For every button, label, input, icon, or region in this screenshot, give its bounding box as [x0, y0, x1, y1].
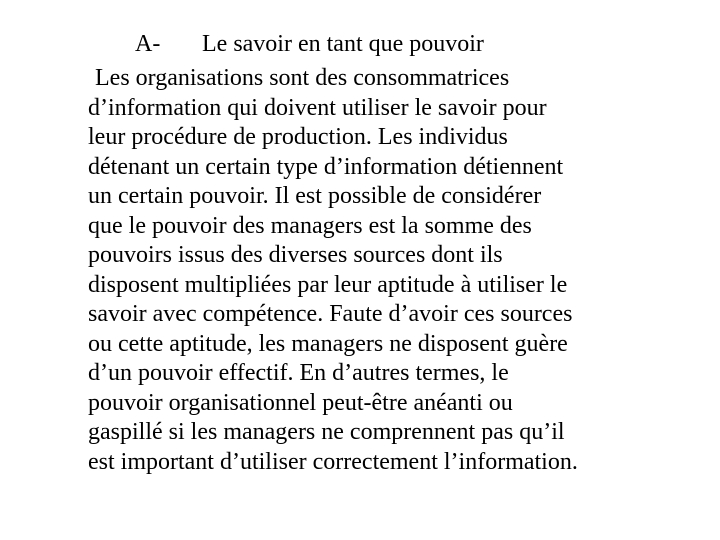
paragraph-line: gaspillé si les managers ne comprennent pas qu’il	[88, 419, 565, 445]
paragraph-line: leur procédure de production. Les individus	[88, 124, 508, 150]
paragraph-line: pouvoirs issus des diverses sources dont ils	[88, 242, 503, 268]
paragraph-line: que le pouvoir des managers est la somme des	[88, 212, 532, 239]
paragraph-line: ou cette aptitude, les managers ne disposent guère	[88, 330, 568, 357]
body-paragraph	[88, 64, 688, 477]
paragraph-line: Les organisations sont des consommatrices	[95, 65, 510, 91]
paragraph-line: un certain pouvoir. Il est possible de considérer	[88, 183, 542, 209]
paragraph-line: disposent multipliées par leur aptitude à utiliser le	[88, 271, 568, 298]
section-title: Le savoir en tant que pouvoir	[202, 31, 484, 57]
paragraph-line: pouvoir organisationnel peut-être anéanti ou	[88, 389, 513, 416]
section-heading	[135, 28, 484, 60]
paragraph-line: savoir avec compétence. Faute d’avoir ces sources	[88, 301, 573, 327]
section-marker: A-	[135, 31, 161, 57]
paragraph-line: détenant un certain type d’information détiennent	[88, 153, 564, 180]
paragraph-line: d’un pouvoir effectif. En d’autres termes, le	[88, 360, 509, 386]
paragraph-line: d’information qui doivent utiliser le savoir pour	[88, 94, 547, 121]
paragraph-line: est important d’utiliser correctement l’information.	[88, 448, 578, 475]
